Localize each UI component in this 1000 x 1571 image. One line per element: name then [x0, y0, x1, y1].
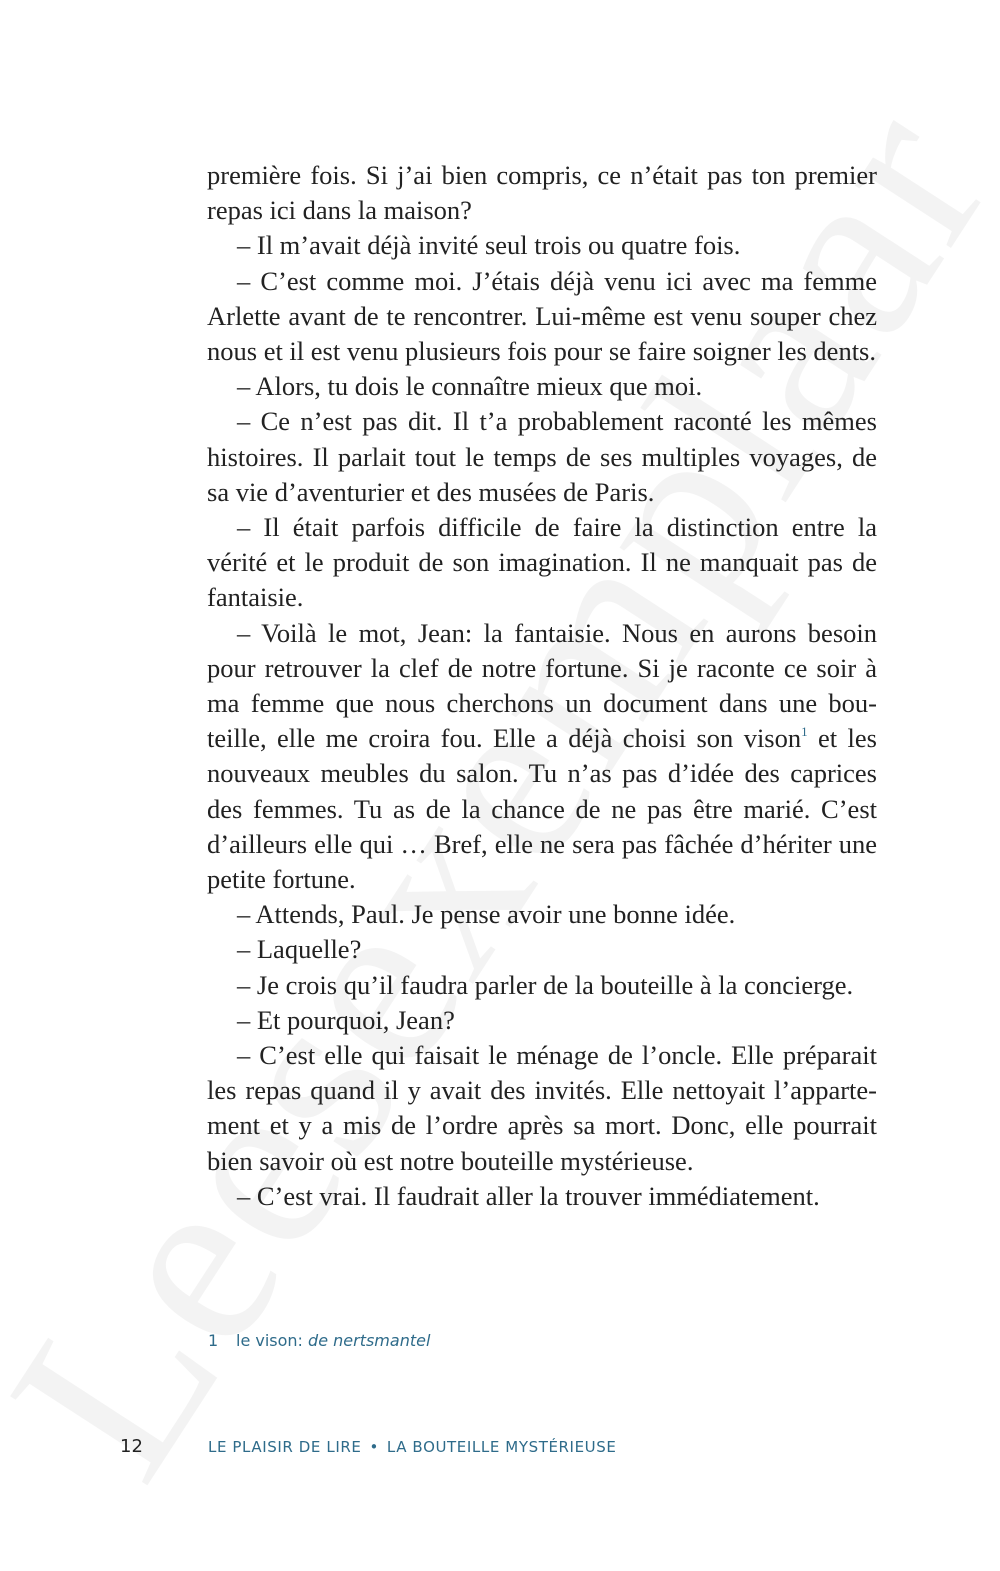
dialog-line: [207, 968, 877, 1003]
dialog-line: [207, 264, 877, 370]
dialog-line: [207, 1003, 877, 1038]
footnote: [208, 1331, 430, 1350]
dialog-line: [207, 897, 877, 932]
title-separator: •: [369, 1438, 379, 1456]
dialog-line: [207, 1179, 877, 1214]
dialog-line: [207, 510, 877, 616]
dialog-text: – C’est comme moi. J’étais déjà venu ici avec ma femme Arlette avant de te rencontrer. Lui-même est venu souper chez nous et il est venu plusieurs fois pour se faire soigner les dents.: [207, 265, 877, 367]
dialog-line: [207, 404, 877, 510]
series-title: LE PLAISIR DE LIRE: [208, 1438, 362, 1456]
page-footer: [0, 1436, 1000, 1460]
dialog-text: – Voilà le mot, Jean: la fantaisie. Nous en aurons besoin pour retrouver la clef de notre fortune. Si je raconte ce soir à ma femme que nous cherchons un document dans une bouteille, elle me croira fou. Elle a déjà choisi son vison: [207, 617, 877, 754]
dialog-text: et les nouveaux meubles du salon. Tu n’as pas d’idée des caprices des femmes. Tu as de la chance de ne pas être marié. C’est d’ailleurs elle qui … Bref, elle ne sera pas fâchée d’hériter une petite fortune.: [207, 723, 877, 895]
dialog-text: – Il était parfois difficile de faire la distinction entre la vérité et le produit de son imagination. Il ne manquait pas de fantaisie.: [207, 512, 877, 613]
page-number: 12: [120, 1436, 143, 1457]
footnote-gloss: de nertsmantel: [308, 1331, 431, 1350]
book-title: LA BOUTEILLE MYSTÉRIEUSE: [386, 1438, 617, 1456]
dialog-text: – Je crois qu’il faudra parler de la bouteille à la concierge.: [237, 969, 854, 1000]
paragraph: [207, 158, 877, 228]
footnote-marker[interactable]: 1: [801, 724, 808, 740]
paragraph-text: première fois. Si j’ai bien compris, ce n’était pas ton premier repas ici dans la maison?: [207, 160, 877, 226]
dialog-text: – C’est elle qui faisait le ménage de l’oncle. Elle préparait les repas quand il y avait des invités. Elle nettoyait l’appartement et y a mis de l’ordre après sa mort. Donc, elle pourrait bien savoir où est notre bouteille mystérieuse.: [207, 1040, 877, 1176]
dialog-line: [207, 932, 877, 967]
footnote-term: le vison:: [236, 1331, 303, 1350]
footnote-number: 1: [208, 1331, 219, 1350]
dialog-text: – Ce n’est pas dit. Il t’a probablement raconté les mêmes histoires. Il parlait tout le temps de ses multiples voyages, de sa vie d’aventurier et des musées de Paris.: [207, 406, 877, 507]
dialog-text: – Laquelle?: [237, 934, 362, 965]
dialog-text: – Attends, Paul. Je pense avoir une bonne idée.: [237, 899, 736, 930]
dialog-line: [207, 369, 877, 404]
body-text: [207, 158, 877, 1214]
dialog-text: – Il m’avait déjà invité seul trois ou quatre fois.: [237, 230, 741, 261]
dialog-line: [207, 616, 877, 898]
dialog-line: [207, 228, 877, 263]
dialog-text: – Et pourquoi, Jean?: [237, 1004, 455, 1035]
dialog-text: – C’est vrai. Il faudrait aller la trouver immédiatement.: [237, 1180, 820, 1211]
dialog-text: – Alors, tu dois le connaître mieux que moi.: [237, 371, 703, 402]
running-title: [208, 1438, 616, 1456]
dialog-line: [207, 1038, 877, 1179]
